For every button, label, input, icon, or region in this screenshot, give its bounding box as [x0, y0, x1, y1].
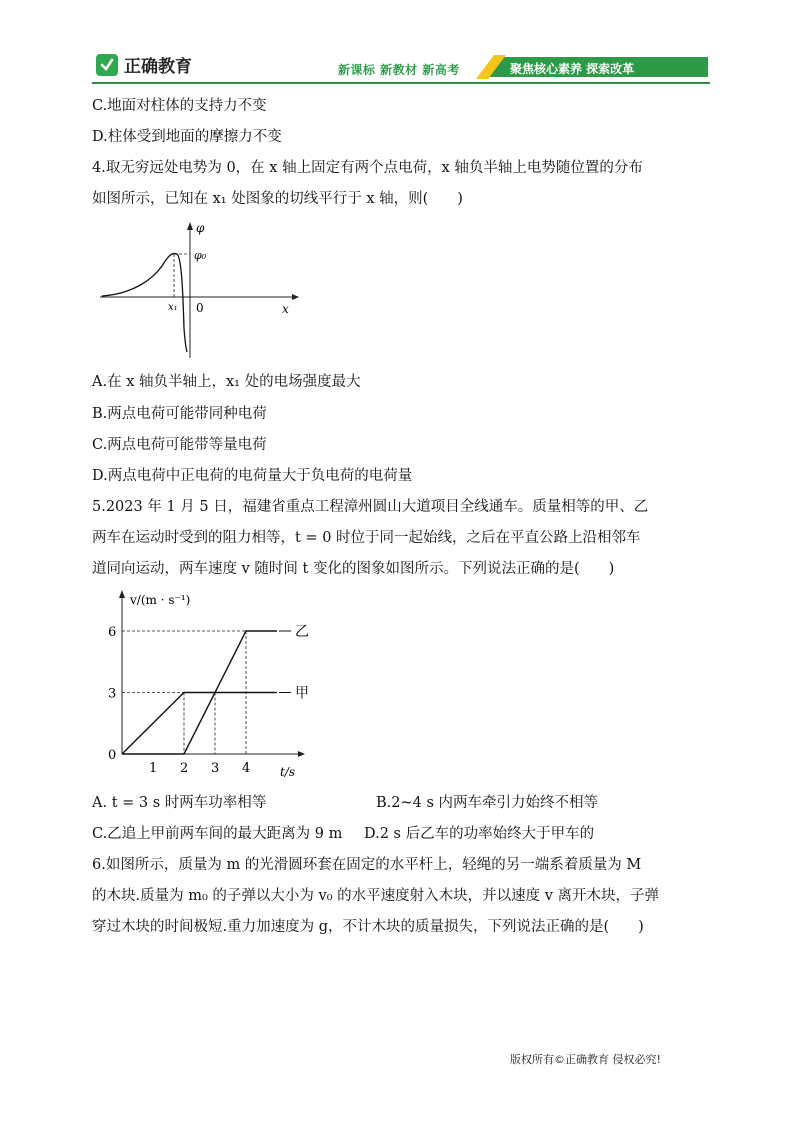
header-slogan-left: 新课标 新教材 新高考 — [338, 63, 460, 77]
series-label: 乙 — [295, 624, 309, 640]
check-logo-icon — [96, 54, 118, 76]
option-c: C.乙追上甲前两车间的最大距离为 9 m — [92, 826, 343, 842]
option-c: C.两点电荷可能带等量电荷 — [92, 437, 267, 453]
text-line: 如图所示，已知在 x₁ 处图象的切线平行于 x 轴，则( ) — [92, 191, 463, 207]
origin-label: 0 — [196, 301, 204, 315]
option-a: A. t = 3 s 时两车功率相等 — [92, 795, 267, 811]
velocity-time-chart — [100, 586, 330, 782]
header-divider — [92, 82, 710, 84]
text-line: 5.2023 年 1 月 5 日，福建省重点工程漳州圆山大道项目全线通车。质量相等的甲、乙 — [92, 499, 649, 515]
y-tick-label: 6 — [108, 625, 117, 640]
v-arrow-icon — [119, 590, 125, 598]
x1-label: x₁ — [168, 302, 178, 313]
text-line: 4.取无穷远处电势为 0，在 x 轴上固定有两个点电荷，x 轴负半轴上电势随位置的分布 — [92, 160, 643, 176]
brand-name: 正确教育 — [124, 57, 192, 77]
x-tick-label: 3 — [211, 761, 220, 776]
option-d: D.两点电荷中正电荷的电荷量大于负电荷的电荷量 — [92, 468, 413, 484]
copyright-footer: 版权所有©正确教育 侵权必究! — [510, 1053, 661, 1066]
phi0-label: φ₀ — [194, 249, 207, 262]
x-tick-label: 2 — [180, 761, 189, 776]
x-tick-label: 4 — [242, 761, 251, 776]
text-line: 两车在运动时受到的阻力相等，t = 0 时位于同一起始线，之后在平直公路上沿相邻车 — [92, 530, 641, 546]
option-a: A.在 x 轴负半轴上，x₁ 处的电场强度最大 — [92, 374, 361, 390]
header-slogan-right: 聚焦核心素养 探索改革 — [510, 62, 635, 76]
y-tick-label: 3 — [108, 686, 117, 702]
x-axis-label: x — [282, 302, 289, 316]
x-tick-label: 1 — [149, 761, 158, 776]
text-line: C.地面对柱体的支持力不变 — [92, 98, 267, 114]
option-b: B.2~4 s 内两车牵引力始终不相等 — [376, 795, 599, 811]
text-line: 穿过木块的时间极短.重力加速度为 g，不计木块的质量损失，下列说法正确的是( ) — [92, 919, 644, 935]
x-axis-title: t/s — [280, 765, 296, 779]
option-b: B.两点电荷可能带同种电荷 — [92, 406, 267, 422]
y-arrow-icon — [187, 222, 193, 230]
text-line: D.柱体受到地面的摩擦力不变 — [92, 129, 282, 145]
x-arrow-icon — [292, 294, 299, 300]
y-tick-label: 0 — [108, 748, 117, 763]
potential-graph — [92, 218, 302, 363]
y-axis-title: v/(m · s⁻¹) — [130, 593, 191, 607]
phi-axis-label: φ — [196, 221, 205, 235]
brand-logo — [96, 52, 192, 77]
option-d: D.2 s 后乙车的功率始终大于甲车的 — [364, 826, 595, 842]
series-label: 甲 — [295, 685, 309, 702]
text-line: 6.如图所示，质量为 m 的光滑圆环套在固定的水平杆上，轻绳的另一端系着质量为 M — [92, 857, 642, 873]
t-arrow-icon — [298, 751, 305, 757]
text-line: 的木块.质量为 m₀ 的子弹以大小为 v₀ 的水平速度射入木块，并以速度 v 离开木块，子弹 — [92, 888, 660, 904]
text-line: 道同向运动，两车速度 v 随时间 t 变化的图象如图所示。下列说法正确的是( ) — [92, 561, 615, 577]
